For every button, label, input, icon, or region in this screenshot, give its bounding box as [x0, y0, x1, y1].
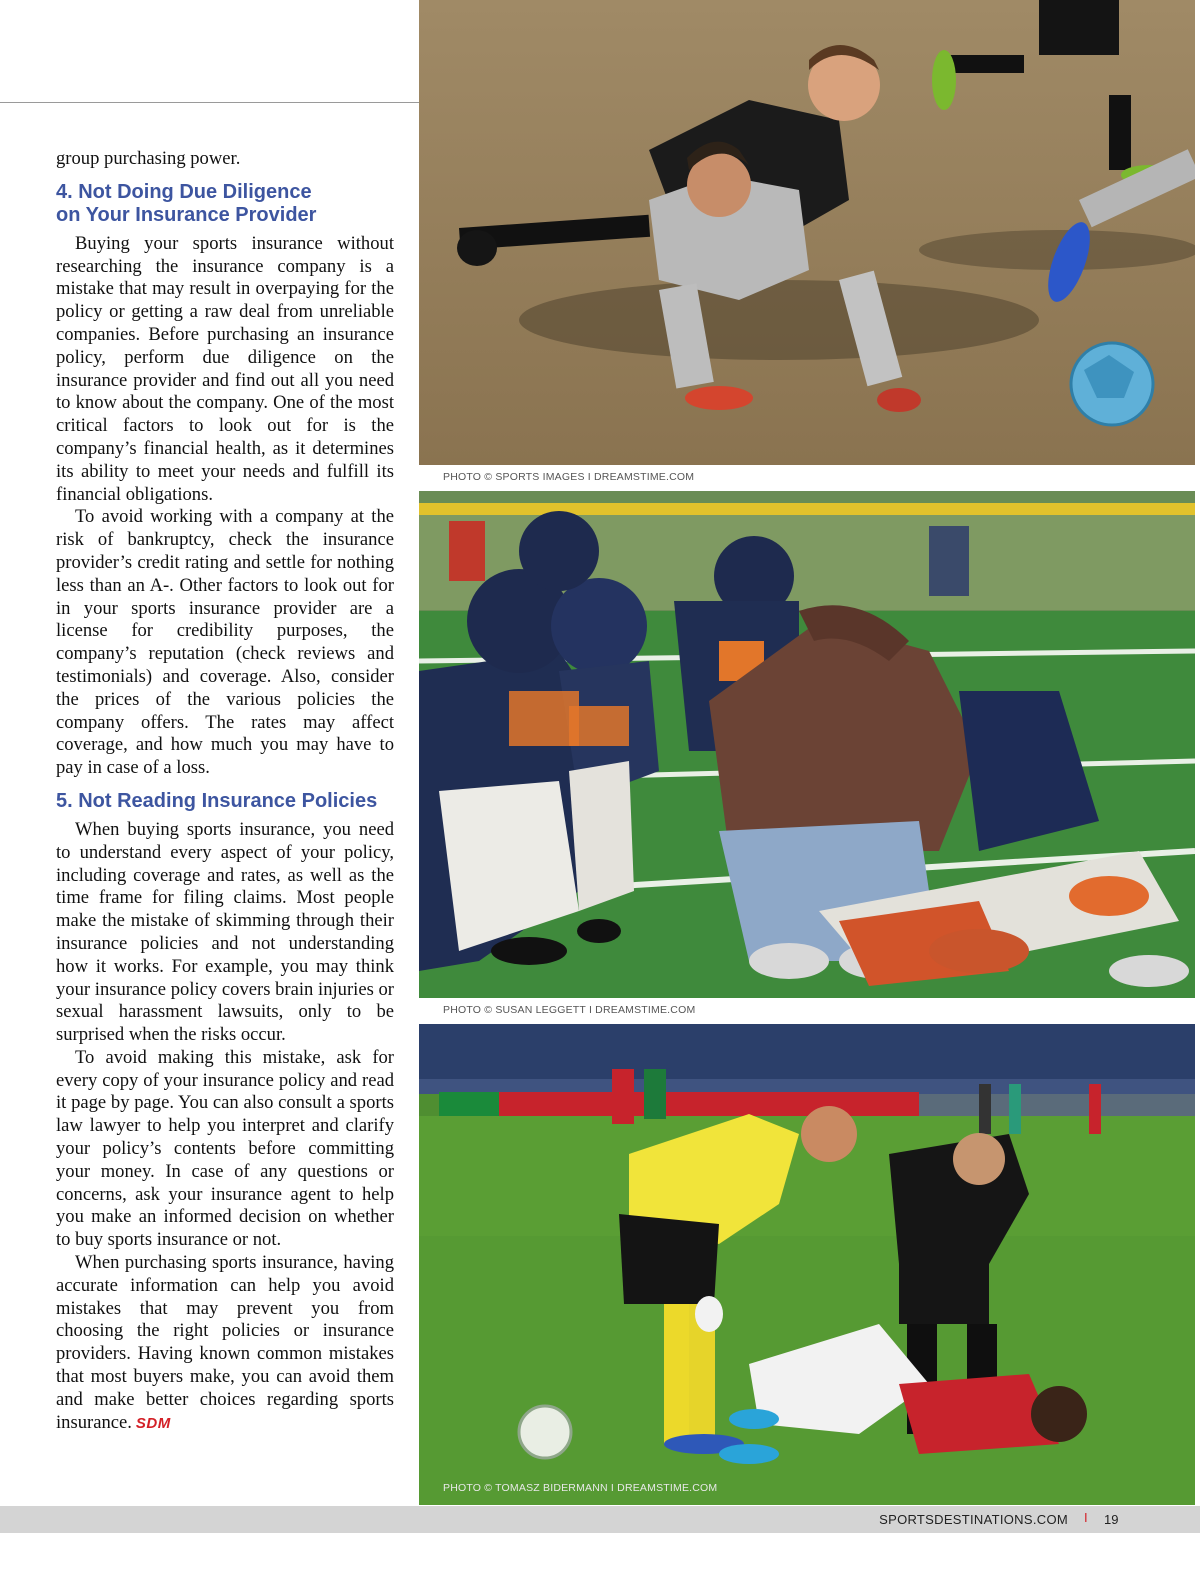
- paragraph-final: [56, 1252, 394, 1435]
- paragraph: To avoid working with a company at the risk of bankruptcy, check the insurance provider’s credit rating and settle for nothing less than an A-. Other factors to look out for in your sports insurance provider are a license for credibility purposes, the company’s reputation (check reviews and testimonials) and coverage. Also, consider the prices of the various policies the company offers. The rates may affect coverage, and how much you may have to pay in case of a loss.: [56, 506, 394, 779]
- photo-soccer-injury: [419, 1024, 1195, 1505]
- photo-credit-2: PHOTO © SUSAN LEGGETT I DREAMSTIME.COM: [443, 1004, 696, 1016]
- paragraph: When buying sports insurance, you need to understand every aspect of your policy, including coverage and rates, as well as the time frame for filing claims. Most people make the mistake of skimming through their insurance policies and not understanding how it works. For example, you may think your insurance policy covers brain injuries or sexual harassment lawsuits, only to be surprised when the risks occur.: [56, 818, 394, 1046]
- footer-site-url: SPORTSDESTINATIONS.COM: [879, 1512, 1068, 1527]
- section-heading-4-line2: on Your Insurance Provider: [56, 203, 317, 226]
- sdm-end-mark: SDM: [135, 1414, 171, 1432]
- photo-youth-soccer: [419, 0, 1195, 465]
- page-number: 19: [1104, 1512, 1119, 1527]
- article-column: [56, 148, 394, 1435]
- section-heading-4: [56, 181, 394, 227]
- photo-credit-3: PHOTO © TOMASZ BIDERMANN I DREAMSTIME.COM: [443, 1482, 718, 1494]
- paragraph: To avoid making this mistake, ask for every copy of your insurance policy and read it page by page. You can also consult a sports law lawyer to help you interpret and clarify your policy’s contents before committing your money. In case of any questions or concerns, ask your insurance agent to help you make an informed decision on whether to buy sports insurance or not.: [56, 1046, 394, 1251]
- photo-youth-football: [419, 491, 1195, 998]
- section-heading-5: 5. Not Reading Insurance Policies: [56, 789, 378, 812]
- paragraph-continuation: group purchasing power.: [56, 148, 241, 169]
- footer-separator: I: [1084, 1510, 1088, 1525]
- paragraph-final-text: When purchasing sports insurance, having accurate information can help you avoid mistakes that may prevent you from choosing the right policies or insurance providers. Having known common mistakes that most buyers make, you can avoid them and make better choices regarding sports insurance.: [56, 1252, 394, 1433]
- photo-credit-1: PHOTO © SPORTS IMAGES I DREAMSTIME.COM: [443, 471, 695, 483]
- paragraph: Buying your sports insurance without researching the insurance company is a mistake that may result in overpaying for the policy or getting a raw deal from unreliable companies. Before purchasing an insurance policy, perform due diligence on the insurance provider and find out all you need to know about the company. One of the most critical factors to look out for is the company’s financial health, as it determines its ability to meet your needs and fulfill its financial obligations.: [56, 232, 394, 505]
- top-rule: [0, 102, 419, 103]
- section-heading-4-line1: 4. Not Doing Due Diligence: [56, 180, 312, 203]
